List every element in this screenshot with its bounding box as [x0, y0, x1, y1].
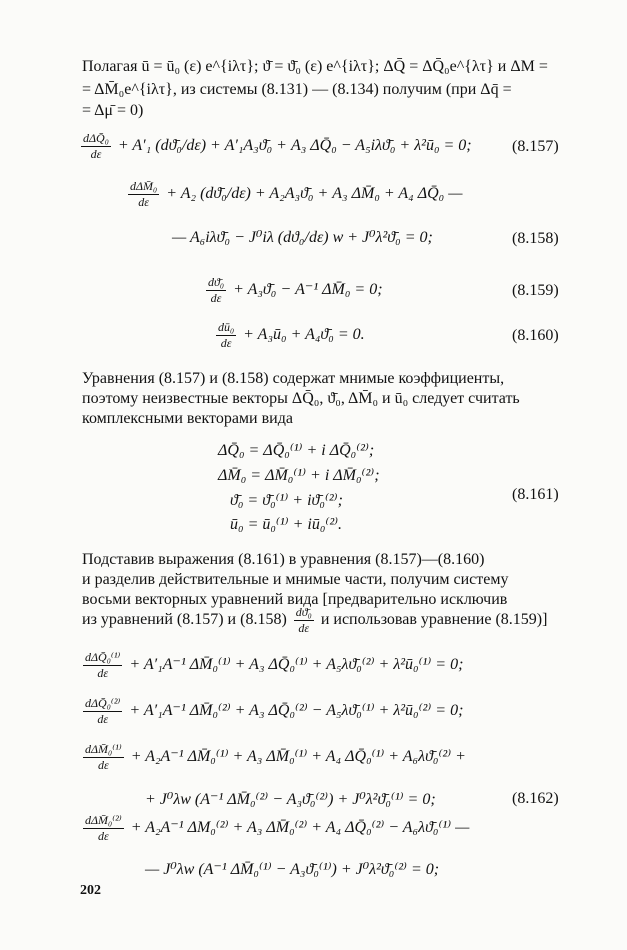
system-8-161-line-4: ū₀ = ū₀⁽¹⁾ + iū₀⁽²⁾.: [230, 516, 343, 533]
paragraph-1-line-3: комплексными векторами вида: [82, 410, 293, 427]
equation-body: + A₂ (dϑ̄₀/dε) + A₂A₃ϑ̄₀ + A₃ ΔM̄₀ + A₄ ΔQ̄₀ —: [166, 185, 463, 203]
equation-number: (8.157): [512, 138, 559, 155]
equation-number: (8.160): [512, 327, 559, 344]
intro-line-1: Полагая ū = ū₀ (ε) e^{iλτ}; ϑ̄ = ϑ̄₀ (ε) e^{iλτ}; ΔQ̄ = ΔQ̄₀e^{λτ} и ΔM =: [82, 58, 548, 75]
equation-number: (8.162): [512, 790, 559, 807]
derivative-fraction: $\frac{\text{dū₀}}{d\varepsilon}$: [218, 320, 235, 350]
system-8-161-line-2: ΔM̄₀ = ΔM̄₀⁽¹⁾ + i ΔM̄₀⁽²⁾;: [218, 467, 380, 484]
derivative-fraction: $\frac{\text{dΔM̄₀⁽²⁾}}{d\varepsilon}$: [85, 813, 122, 843]
page-number: 202: [80, 883, 101, 898]
equation-number: (8.161): [512, 486, 559, 503]
paragraph-1-line-1: Уравнения (8.157) и (8.158) содержат мнимые коэффициенты,: [82, 370, 505, 387]
equation-8-160: [213, 321, 365, 350]
equation-8-159: [203, 276, 383, 305]
paragraph-2-line-3: восьми векторных уравнений вида [предварительно исключив: [82, 591, 508, 608]
equation-body: + A₃ū₀ + A₄ϑ̄₀ = 0.: [243, 326, 365, 344]
derivative-fraction: $\frac{\text{dΔM̄₀}}{d\varepsilon}$: [130, 179, 158, 209]
paragraph-2-line-1: Подставив выражения (8.161) в уравнения (8.157)—(8.160): [82, 551, 485, 568]
paragraph-1-line-2: поэтому неизвестные векторы ΔQ̄₀, ϑ̄₀, ΔM̄₀ и ū₀ следует считать: [82, 390, 520, 407]
equation-8-157: [78, 132, 472, 161]
system-8-162-row-3: $\frac{\text{dΔM̄₀⁽¹⁾}}{d\varepsilon}$ + A₂A⁻¹ ΔM̄₀⁽¹⁾ + A₃ ΔM̄₀⁽¹⁾ + A₄ ΔQ̄₀⁽¹⁾ + A₆λϑ̄₀⁽²⁾ +: [85, 742, 466, 772]
equation-body: + A′₁ (dϑ̄₀/dε) + A′₁A₃ϑ̄₀ + A₃ ΔQ̄₀ − A₅iλϑ̄₀ + λ²ū₀ = 0;: [117, 137, 472, 155]
intro-line-3: = Δμ̄ = 0): [82, 102, 144, 119]
system-8-162-row-1: $\frac{\text{dΔQ̄₀⁽¹⁾}}{d\varepsilon}$ + A′₁A⁻¹ ΔM̄₀⁽¹⁾ + A₃ ΔQ̄₀⁽¹⁾ + A₅λϑ̄₀⁽²⁾ + λ²ū₀⁽¹⁾ = 0;: [85, 650, 464, 680]
intro-line-2: = ΔM̄₀e^{iλτ}, из системы (8.131) — (8.134) получим (при Δq̄ =: [82, 81, 512, 98]
equation-number: (8.158): [512, 230, 559, 247]
paragraph-2-line-4: из уравнений (8.157) и (8.158) $\frac{\text{dϑ̄₀}}{d\varepsilon}$ и использовав уравнение (8.159)]: [82, 605, 548, 635]
paragraph-2-line-2: и разделив действительные и мнимые части, получим систему: [82, 571, 509, 588]
derivative-fraction: $\frac{\text{dϑ̄₀}}{d\varepsilon}$: [295, 605, 312, 635]
system-8-161-line-1: ΔQ̄₀ = ΔQ̄₀⁽¹⁾ + i ΔQ̄₀⁽²⁾;: [218, 442, 375, 459]
equation-number: (8.159): [512, 282, 559, 299]
derivative-fraction: $\frac{\text{dΔQ̄₀⁽¹⁾}}{d\varepsilon}$: [85, 650, 121, 680]
equation-8-158-line-1: [125, 180, 462, 209]
derivative-fraction: $\frac{\text{dΔQ̄₀}}{d\varepsilon}$: [83, 131, 109, 161]
derivative-fraction: $\frac{\text{dΔM̄₀⁽¹⁾}}{d\varepsilon}$: [85, 742, 122, 772]
system-8-162-row-2: $\frac{\text{dΔQ̄₀⁽²⁾}}{d\varepsilon}$ + A′₁A⁻¹ ΔM̄₀⁽²⁾ + A₃ ΔQ̄₀⁽²⁾ − A₅λϑ̄₀⁽¹⁾ + λ²ū₀⁽²⁾ = 0;: [85, 696, 464, 726]
equation-8-158-line-2: — A₆iλϑ̄₀ − J⁰iλ (dϑ₀/dε) w + J⁰λ²ϑ̄₀ = 0;: [172, 229, 433, 246]
system-8-162-row-6: — J⁰λw (A⁻¹ ΔM̄₀⁽¹⁾ − A₃ϑ̄₀⁽¹⁾) + J⁰λ²ϑ̄₀⁽²⁾ = 0;: [145, 861, 440, 878]
derivative-fraction: $\frac{\text{dϑ̄₀}}{d\varepsilon}$: [208, 275, 225, 305]
system-8-162-row-4: + J⁰λw (A⁻¹ ΔM̄₀⁽²⁾ − A₃ϑ̄₀⁽²⁾) + J⁰λ²ϑ̄₀⁽¹⁾ = 0;: [145, 791, 436, 808]
system-8-162-row-5: $\frac{\text{dΔM̄₀⁽²⁾}}{d\varepsilon}$ + A₂A⁻¹ ΔM₀⁽²⁾ + A₃ ΔM̄₀⁽²⁾ + A₄ ΔQ̄₀⁽²⁾ − A₆λϑ̄₀⁽¹⁾ —: [85, 813, 470, 843]
derivative-fraction: $\frac{\text{dΔQ̄₀⁽²⁾}}{d\varepsilon}$: [85, 696, 121, 726]
equation-body: + A₃ϑ̄₀ − A⁻¹ ΔM̄₀ = 0;: [233, 281, 383, 299]
system-8-161-line-3: ϑ̄₀ = ϑ̄₀⁽¹⁾ + iϑ̄₀⁽²⁾;: [230, 492, 343, 509]
